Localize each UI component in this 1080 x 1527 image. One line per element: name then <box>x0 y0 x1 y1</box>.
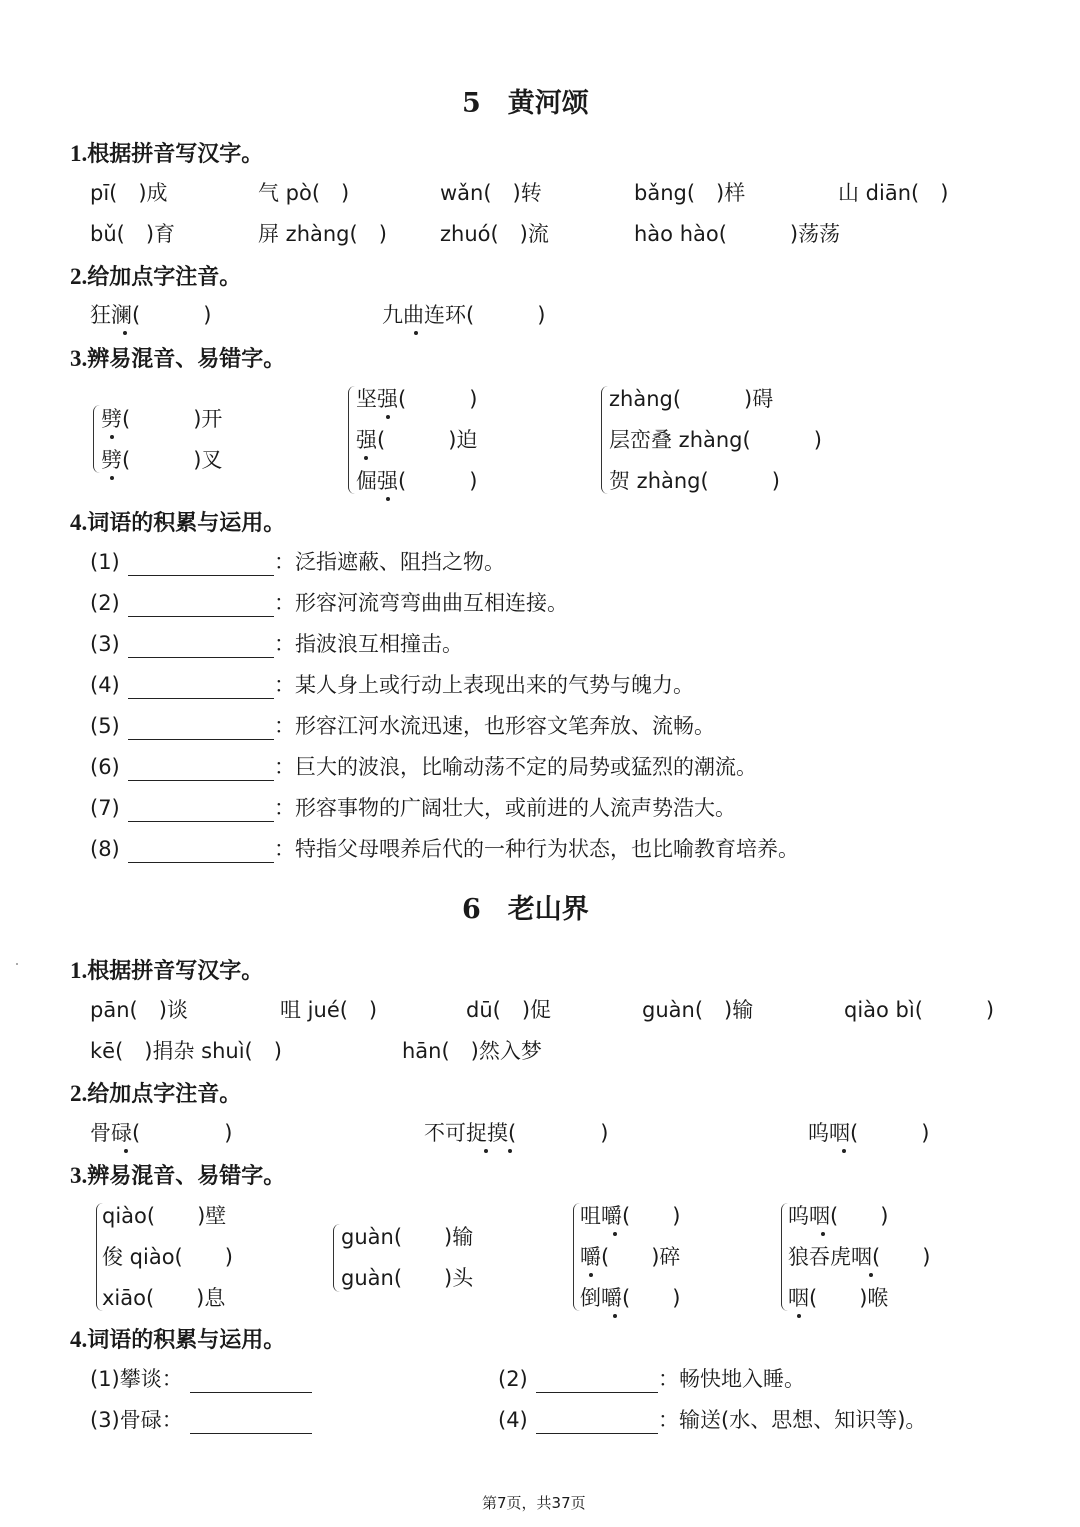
l6-q1-item: qiào bì( ) <box>844 998 995 1022</box>
l5-q4-def: ：某人身上或行动上表现出来的气势与魄力。 <box>274 673 694 697</box>
emphasis-dot <box>613 1314 617 1318</box>
l6-q2-item: 呜咽( ) <box>808 1121 930 1145</box>
l5-q4-def: ：形容江河水流迅速，也形容文笔奔放、流畅。 <box>274 714 715 738</box>
answer-blank[interactable] <box>128 698 274 699</box>
brace <box>333 1224 340 1292</box>
emphasis-dot <box>110 476 114 480</box>
emphasis-dot <box>613 1232 617 1236</box>
emphasis-dot <box>821 1232 825 1236</box>
answer-blank[interactable] <box>128 575 274 576</box>
l5-q4-num: (1) <box>90 550 120 574</box>
l5-q2-heading: 2.给加点字注音。 <box>70 264 242 290</box>
l6-q4-def: ：输送(水、思想、知识等)。 <box>658 1408 927 1432</box>
l5-q3-item: zhàng( )碍 <box>609 387 774 411</box>
answer-blank[interactable] <box>536 1433 658 1434</box>
lesson5-title: 5 黄河颂 <box>462 88 589 119</box>
answer-blank[interactable] <box>128 780 274 781</box>
l5-q4-def: ：形容河流弯弯曲曲互相连接。 <box>274 591 568 615</box>
l6-q3-item: qiào( )壁 <box>102 1204 227 1228</box>
l5-q3-heading: 3.辨易混音、易错字。 <box>70 346 286 372</box>
l5-q4-num: (7) <box>90 796 120 820</box>
emphasis-dot <box>123 331 127 335</box>
answer-blank[interactable] <box>128 739 274 740</box>
l5-q1-item: 屏 zhàng( ) <box>258 222 387 246</box>
l5-q2-item: 九曲连环( ) <box>382 303 546 327</box>
answer-blank[interactable] <box>190 1392 312 1393</box>
l6-q1-item: pān( )谈 <box>90 998 188 1022</box>
l5-q4-heading: 4.词语的积累与运用。 <box>70 510 286 536</box>
emphasis-dot <box>797 1314 801 1318</box>
l6-q1-item: guàn( )输 <box>642 998 754 1022</box>
l6-q4-item: (3)骨碌： <box>90 1408 183 1432</box>
l6-q3-item: 咀嚼( ) <box>580 1204 681 1228</box>
l5-q2-item: 狂澜( ) <box>90 303 212 327</box>
l5-q4-num: (3) <box>90 632 120 656</box>
l5-q1-heading: 1.根据拼音写汉字。 <box>70 141 264 167</box>
l5-q4-def: ：特指父母喂养后代的一种行为状态，也比喻教育培养。 <box>274 837 799 861</box>
l5-q1-item: 山 diān( ) <box>838 181 949 205</box>
l6-q1-item: 咀 jué( ) <box>280 998 378 1022</box>
emphasis-dot <box>869 1273 873 1277</box>
l6-q3-item: xiāo( )息 <box>102 1286 226 1310</box>
brace <box>348 386 355 494</box>
l6-q2-item: 骨碌( ) <box>90 1121 233 1145</box>
brace <box>93 405 100 473</box>
emphasis-dot <box>842 1149 846 1153</box>
l5-q3-item: 贺 zhàng( ) <box>609 469 780 493</box>
l6-q4-def: ：畅快地入睡。 <box>658 1367 805 1391</box>
l5-q1-item: zhuó( )流 <box>440 222 549 246</box>
l5-q3-item: 劈( )叉 <box>101 448 223 472</box>
l5-q4-def: ：巨大的波浪，比喻动荡不定的局势或猛烈的潮流。 <box>274 755 757 779</box>
brace <box>781 1203 788 1311</box>
l6-q2-item: 不可捉摸( ) <box>424 1121 609 1145</box>
l6-q3-item: guàn( )输 <box>341 1225 474 1249</box>
l5-q1-item: hào hào( )荡荡 <box>634 222 841 246</box>
emphasis-dot <box>386 415 390 419</box>
lesson6-title: 6 老山界 <box>462 894 589 925</box>
l5-q4-num: (6) <box>90 755 120 779</box>
l6-q3-item: 狼吞虎咽( ) <box>788 1245 931 1269</box>
l5-q4-def: ：形容事物的广阔壮大，或前进的人流声势浩大。 <box>274 796 736 820</box>
emphasis-dot <box>364 456 368 460</box>
l6-q1-item: kē( )捐杂 shuì( ) <box>90 1039 282 1063</box>
l5-q4-num: (2) <box>90 591 120 615</box>
l5-q4-num: (5) <box>90 714 120 738</box>
l6-q1-heading: 1.根据拼音写汉字。 <box>70 958 264 984</box>
l6-q3-item: 咽( )喉 <box>788 1286 889 1310</box>
l5-q3-item: 强( )迫 <box>356 428 478 452</box>
answer-blank[interactable] <box>128 616 274 617</box>
l5-q3-item: 劈( )开 <box>101 407 223 431</box>
l5-q1-item: 气 pò( ) <box>258 181 350 205</box>
emphasis-dot <box>124 1149 128 1153</box>
brace <box>573 1203 580 1311</box>
emphasis-dot <box>414 331 418 335</box>
l6-q4-item: (1)攀谈： <box>90 1367 183 1391</box>
answer-blank[interactable] <box>128 862 274 863</box>
l6-q4-num: (4) <box>498 1408 528 1432</box>
emphasis-dot <box>589 1273 593 1277</box>
l6-q1-item: dū( )促 <box>466 998 552 1022</box>
emphasis-dot <box>484 1149 488 1153</box>
l6-q3-item: 嚼( )碎 <box>580 1245 681 1269</box>
l6-q3-item: 俊 qiào( ) <box>102 1245 233 1269</box>
answer-blank[interactable] <box>536 1392 658 1393</box>
l6-q3-heading: 3.辨易混音、易错字。 <box>70 1163 286 1189</box>
l5-q4-def: ：泛指遮蔽、阻挡之物。 <box>274 550 505 574</box>
l6-q2-heading: 2.给加点字注音。 <box>70 1081 242 1107</box>
emphasis-dot <box>386 497 390 501</box>
brace <box>601 386 608 494</box>
l5-q4-num: (8) <box>90 837 120 861</box>
l6-q3-item: 呜咽( ) <box>788 1204 889 1228</box>
l5-q3-item: 层峦叠 zhàng( ) <box>609 428 822 452</box>
l6-q4-heading: 4.词语的积累与运用。 <box>70 1327 286 1353</box>
l5-q1-item: bǔ( )育 <box>90 222 176 246</box>
l5-q4-num: (4) <box>90 673 120 697</box>
l5-q1-item: bǎng( )样 <box>634 181 746 205</box>
l6-q4-num: (2) <box>498 1367 528 1391</box>
emphasis-dot <box>508 1149 512 1153</box>
l5-q3-item: 坚强( ) <box>356 387 478 411</box>
l6-q1-item: hān( )然入梦 <box>402 1039 542 1063</box>
scan-speck <box>16 963 18 965</box>
l6-q3-item: guàn( )头 <box>341 1266 474 1290</box>
l5-q1-item: pī( )成 <box>90 181 168 205</box>
l6-q3-item: 倒嚼( ) <box>580 1286 681 1310</box>
answer-blank[interactable] <box>128 657 274 658</box>
l5-q3-item: 倔强( ) <box>356 469 478 493</box>
page-footer: 第7页，共37页 <box>482 1494 586 1512</box>
emphasis-dot <box>110 435 114 439</box>
l5-q1-item: wǎn( )转 <box>440 181 542 205</box>
answer-blank[interactable] <box>190 1433 312 1434</box>
l5-q4-def: ：指波浪互相撞击。 <box>274 632 463 656</box>
answer-blank[interactable] <box>128 821 274 822</box>
